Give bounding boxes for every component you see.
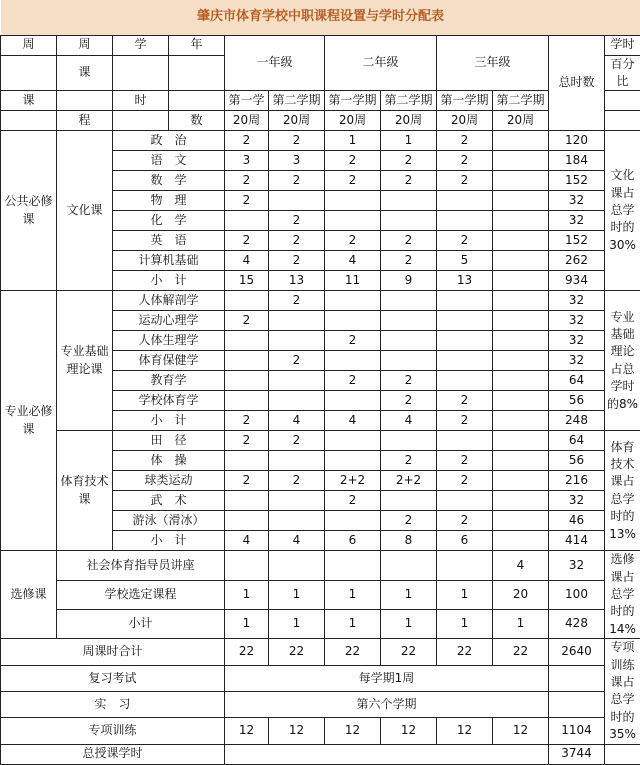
training-total: 1104 (549, 718, 605, 744)
header-semester-3: 第一学期 (325, 91, 381, 111)
course-name: 武 术 (113, 491, 225, 511)
hours-cell: 15 (225, 271, 269, 291)
hours-cell (437, 191, 493, 211)
elective-label: 选修课 (1, 551, 57, 639)
hours-cell: 2 (437, 231, 493, 251)
hours-cell (381, 311, 437, 331)
subgroup-label: 专业基础理论课 (57, 291, 113, 431)
hours-cell: 2 (437, 391, 493, 411)
hours-cell (437, 371, 493, 391)
hours-cell (269, 391, 325, 411)
course-name: 小 计 (113, 531, 225, 551)
course-total: 216 (549, 471, 605, 491)
table-row (1, 744, 640, 764)
hours-cell: 2 (225, 311, 269, 331)
hours-cell (225, 211, 269, 231)
hours-cell: 2 (225, 191, 269, 211)
hours-cell: 2 (437, 451, 493, 471)
course-total: 32 (549, 491, 605, 511)
course-name: 英 语 (113, 231, 225, 251)
hours-cell (225, 391, 269, 411)
hours-cell (325, 551, 381, 580)
hours-cell: 2 (437, 411, 493, 431)
hours-cell (325, 511, 381, 531)
hours-cell (325, 191, 381, 211)
hours-cell (437, 211, 493, 231)
course-name: 化 学 (113, 211, 225, 231)
hours-cell: 1 (437, 609, 493, 638)
course-total: 414 (549, 531, 605, 551)
course-name: 运动心理学 (113, 311, 225, 331)
weekly-total-label: 周课时合计 (1, 639, 225, 665)
hours-cell: 9 (381, 271, 437, 291)
hours-cell (269, 191, 325, 211)
hours-cell: 2 (381, 251, 437, 271)
course-name: 物 理 (113, 191, 225, 211)
hours-cell (225, 551, 269, 580)
hours-cell (437, 491, 493, 511)
course-name: 数 学 (113, 171, 225, 191)
hours-cell: 2 (269, 251, 325, 271)
hours-cell (493, 351, 549, 371)
hours-cell (269, 331, 325, 351)
hours-cell (493, 391, 549, 411)
hours-cell: 2 (225, 231, 269, 251)
hours-cell: 4 (381, 411, 437, 431)
hours-cell (381, 211, 437, 231)
hours-cell: 1 (381, 580, 437, 609)
header-year-3: 三年级 (437, 35, 549, 91)
hours-cell: 4 (225, 251, 269, 271)
hours-cell (493, 531, 549, 551)
hours-cell (493, 371, 549, 391)
course-total: 428 (549, 609, 605, 638)
hours-cell: 4 (269, 531, 325, 551)
hours-cell: 6 (325, 531, 381, 551)
hours-cell (493, 491, 549, 511)
hours-cell (225, 331, 269, 351)
hours-cell: 22 (225, 639, 269, 665)
course-total: 248 (549, 411, 605, 431)
course-total: 56 (549, 451, 605, 471)
pct-note: 体育技术课占总学时的13% (605, 431, 640, 551)
hours-cell (437, 431, 493, 451)
pct-note: 文化课占总学时的30% (605, 131, 640, 291)
hours-cell: 5 (437, 251, 493, 271)
hours-cell (437, 351, 493, 371)
hours-cell: 6 (437, 531, 493, 551)
hours-cell: 2 (225, 131, 269, 151)
hours-cell: 2 (269, 351, 325, 371)
hours-cell (493, 151, 549, 171)
hours-cell (325, 451, 381, 471)
header-semester-2: 第二学期 (269, 91, 325, 111)
table-row (1, 131, 640, 151)
internship-total (549, 691, 605, 717)
hours-cell: 12 (381, 718, 437, 744)
hours-cell (381, 351, 437, 371)
header-blank (113, 55, 169, 91)
hours-cell (381, 551, 437, 580)
hours-cell (225, 371, 269, 391)
header-weeks-2: 20周 (269, 111, 325, 131)
table-row (1, 609, 640, 638)
hours-cell: 1 (381, 131, 437, 151)
hours-cell (269, 451, 325, 471)
hours-cell: 2 (381, 371, 437, 391)
hours-cell: 12 (225, 718, 269, 744)
table-row (1, 718, 640, 744)
hours-cell (493, 411, 549, 431)
course-total: 32 (549, 191, 605, 211)
hours-cell (493, 191, 549, 211)
hours-cell: 2 (269, 231, 325, 251)
course-total: 120 (549, 131, 605, 151)
course-name: 游泳（滑冰） (113, 511, 225, 531)
hours-cell (493, 331, 549, 351)
hours-cell: 2 (269, 291, 325, 311)
review-total (549, 665, 605, 691)
hours-cell: 2 (381, 151, 437, 171)
header-weeks-5: 20周 (437, 111, 493, 131)
header-nian: 年 (169, 35, 225, 55)
header-zhou-1: 周 (1, 35, 57, 55)
hours-cell: 22 (437, 639, 493, 665)
header-blank (169, 91, 225, 111)
subgroup-label: 文化课 (57, 131, 113, 291)
hours-cell: 12 (493, 718, 549, 744)
hours-cell: 2 (437, 511, 493, 531)
training-pct-note: 专项训练课占总学时的35% (605, 639, 640, 744)
hours-cell (493, 471, 549, 491)
hours-cell: 1 (269, 580, 325, 609)
hours-cell: 2 (325, 491, 381, 511)
internship-value: 第六个学期 (225, 691, 549, 717)
table-row (1, 551, 640, 580)
course-name: 社会体育指导员讲座 (57, 551, 225, 580)
hours-cell (325, 391, 381, 411)
group-label: 公共必修课 (1, 131, 57, 291)
course-total: 184 (549, 151, 605, 171)
hours-cell: 3 (225, 151, 269, 171)
hours-cell (225, 451, 269, 471)
hours-cell: 1 (325, 609, 381, 638)
hours-cell: 2 (269, 431, 325, 451)
course-total: 56 (549, 391, 605, 411)
hours-cell (269, 491, 325, 511)
course-total: 32 (549, 351, 605, 371)
course-name: 小计 (57, 609, 225, 638)
course-name: 教育学 (113, 371, 225, 391)
hours-cell (381, 431, 437, 451)
hours-cell (381, 491, 437, 511)
hours-cell (325, 211, 381, 231)
course-total: 32 (549, 551, 605, 580)
hours-cell: 1 (325, 580, 381, 609)
hours-cell: 4 (493, 551, 549, 580)
header-blank (169, 55, 225, 91)
course-total: 100 (549, 580, 605, 609)
hours-cell (325, 291, 381, 311)
table-row (1, 665, 640, 691)
course-name: 学校选定课程 (57, 580, 225, 609)
course-total: 262 (549, 251, 605, 271)
header-blank (605, 111, 640, 131)
grand-total-blank (225, 744, 549, 764)
hours-cell: 1 (493, 609, 549, 638)
course-name: 田 径 (113, 431, 225, 451)
hours-cell: 2 (325, 371, 381, 391)
hours-cell (493, 251, 549, 271)
hours-cell (225, 511, 269, 531)
header-shu: 数 (169, 111, 225, 131)
hours-cell: 1 (381, 609, 437, 638)
hours-cell: 2 (437, 131, 493, 151)
group-label: 专业必修课 (1, 291, 57, 551)
hours-cell: 2 (225, 431, 269, 451)
hours-cell (493, 211, 549, 231)
hours-cell: 2+2 (325, 471, 381, 491)
training-label: 专项训练 (1, 718, 225, 744)
course-total: 152 (549, 171, 605, 191)
hours-cell (269, 511, 325, 531)
header-year-2: 二年级 (325, 35, 437, 91)
hours-cell: 4 (325, 251, 381, 271)
hours-cell: 2 (437, 171, 493, 191)
hours-cell (493, 271, 549, 291)
hours-cell: 20 (493, 580, 549, 609)
header-blank (113, 111, 169, 131)
header-zhou-2: 周 (57, 35, 113, 55)
table-row (1, 691, 640, 717)
review-label: 复习考试 (1, 665, 225, 691)
header-blank (57, 91, 113, 111)
grand-total-value: 3744 (549, 744, 605, 764)
hours-cell: 22 (325, 639, 381, 665)
header-cheng: 程 (57, 111, 113, 131)
hours-cell: 2 (381, 511, 437, 531)
course-total: 934 (549, 271, 605, 291)
header-total-hours: 总时数 (549, 35, 605, 131)
pct-note: 专业基础理论占总学时的8% (605, 291, 640, 431)
hours-cell (493, 451, 549, 471)
header-semester-4: 第二学期 (381, 91, 437, 111)
table-row (1, 639, 640, 665)
hours-cell (493, 171, 549, 191)
course-name: 人体生理学 (113, 331, 225, 351)
header-pct-1: 学时 (605, 35, 640, 55)
hours-cell: 12 (437, 718, 493, 744)
course-name: 人体解剖学 (113, 291, 225, 311)
hours-cell: 11 (325, 271, 381, 291)
hours-cell (437, 331, 493, 351)
course-name: 小 计 (113, 271, 225, 291)
hours-cell: 1 (325, 131, 381, 151)
hours-cell (381, 291, 437, 311)
hours-cell: 2 (325, 171, 381, 191)
hours-cell: 22 (493, 639, 549, 665)
header-xue: 学 (113, 35, 169, 55)
course-total: 64 (549, 371, 605, 391)
table-title: 肇庆市体育学校中职课程设置与学时分配表 (1, 0, 640, 35)
hours-cell: 2 (325, 231, 381, 251)
course-name: 体 操 (113, 451, 225, 471)
hours-cell (225, 291, 269, 311)
hours-cell (493, 431, 549, 451)
hours-cell: 2 (437, 151, 493, 171)
course-total: 32 (549, 311, 605, 331)
course-name: 小 计 (113, 411, 225, 431)
hours-cell: 3 (269, 151, 325, 171)
hours-cell (269, 311, 325, 331)
hours-cell: 2 (225, 411, 269, 431)
hours-cell (493, 291, 549, 311)
hours-cell: 2 (325, 151, 381, 171)
header-blank (605, 91, 640, 111)
table-row (1, 580, 640, 609)
hours-cell: 8 (381, 531, 437, 551)
hours-cell (325, 431, 381, 451)
grand-total-pct (605, 744, 640, 764)
hours-cell: 2 (381, 451, 437, 471)
hours-cell: 12 (325, 718, 381, 744)
hours-cell: 22 (269, 639, 325, 665)
hours-cell: 4 (325, 411, 381, 431)
hours-cell (437, 551, 493, 580)
course-name: 体育保健学 (113, 351, 225, 371)
course-name: 球类运动 (113, 471, 225, 491)
header-ke-2: 课 (57, 55, 113, 91)
header-weeks-4: 20周 (381, 111, 437, 131)
hours-cell: 2+2 (381, 471, 437, 491)
course-total: 32 (549, 291, 605, 311)
hours-cell: 1 (225, 580, 269, 609)
header-semester-6: 第二学期 (493, 91, 549, 111)
hours-cell: 2 (225, 171, 269, 191)
table-row (1, 291, 640, 311)
hours-cell: 13 (269, 271, 325, 291)
header-ke-1: 课 (1, 91, 57, 111)
weekly-total-value: 2640 (549, 639, 605, 665)
course-total: 32 (549, 211, 605, 231)
hours-cell (381, 191, 437, 211)
hours-cell (325, 311, 381, 331)
course-total: 46 (549, 511, 605, 531)
grand-total-label: 总授课学时 (1, 744, 225, 764)
table-row (1, 431, 640, 451)
header-weeks-3: 20周 (325, 111, 381, 131)
hours-cell: 4 (269, 411, 325, 431)
course-name: 计算机基础 (113, 251, 225, 271)
header-weeks-6: 20周 (493, 111, 549, 131)
hours-cell: 4 (225, 531, 269, 551)
hours-cell: 2 (269, 131, 325, 151)
hours-cell: 1 (437, 580, 493, 609)
hours-cell: 2 (381, 171, 437, 191)
header-weeks-1: 20周 (225, 111, 269, 131)
hours-cell: 2 (381, 231, 437, 251)
header-semester-5: 第一学期 (437, 91, 493, 111)
hours-cell (437, 311, 493, 331)
hours-cell: 13 (437, 271, 493, 291)
hours-cell: 2 (269, 211, 325, 231)
course-name: 语 文 (113, 151, 225, 171)
hours-cell: 2 (269, 471, 325, 491)
hours-cell (325, 351, 381, 371)
course-total: 64 (549, 431, 605, 451)
hours-cell (269, 371, 325, 391)
hours-cell: 1 (269, 609, 325, 638)
hours-cell (269, 551, 325, 580)
internship-label: 实 习 (1, 691, 225, 717)
hours-cell: 22 (381, 639, 437, 665)
hours-cell (493, 231, 549, 251)
header-year-1: 一年级 (225, 35, 325, 91)
course-name: 政 治 (113, 131, 225, 151)
hours-cell (493, 511, 549, 531)
hours-cell (493, 131, 549, 151)
header-shi: 时 (113, 91, 169, 111)
hours-cell (437, 291, 493, 311)
hours-cell (381, 331, 437, 351)
hours-cell: 2 (269, 171, 325, 191)
hours-cell: 1 (225, 609, 269, 638)
course-total: 152 (549, 231, 605, 251)
hours-cell: 2 (325, 331, 381, 351)
header-blank (1, 111, 57, 131)
header-semester-1: 第一学 (225, 91, 269, 111)
hours-cell (225, 351, 269, 371)
hours-cell (225, 491, 269, 511)
header-blank (1, 55, 57, 91)
course-total: 32 (549, 331, 605, 351)
review-value: 每学期1周 (225, 665, 549, 691)
pct-note: 选修课占总学时的14% (605, 551, 640, 639)
hours-cell: 2 (381, 391, 437, 411)
hours-cell: 12 (269, 718, 325, 744)
hours-cell: 2 (437, 471, 493, 491)
hours-cell: 2 (225, 471, 269, 491)
course-name: 学校体育学 (113, 391, 225, 411)
subgroup-label: 体育技术课 (57, 431, 113, 551)
header-pct-2: 百分比 (605, 55, 640, 91)
hours-cell (493, 311, 549, 331)
